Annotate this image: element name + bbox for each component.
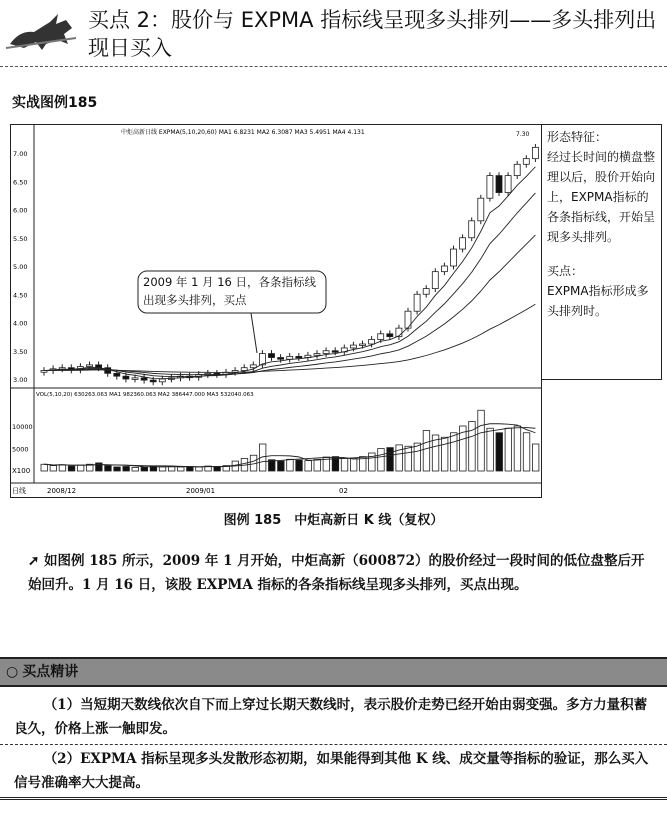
volume-bar (350, 458, 357, 471)
price-tick-label: 7.00 (13, 150, 28, 158)
candle (278, 358, 284, 360)
candle (241, 368, 247, 371)
bull-icon (6, 8, 81, 53)
volume-bar (305, 461, 312, 471)
candle (323, 351, 329, 354)
figure-label: 实战图例185 (12, 95, 98, 111)
price-tick-label: 4.00 (13, 319, 28, 328)
candle (441, 266, 447, 272)
volume-bar (123, 467, 129, 472)
candle (523, 159, 529, 165)
candle (496, 176, 502, 193)
candle (487, 176, 493, 199)
candle (451, 249, 457, 266)
volume-bar (105, 466, 112, 471)
volume-bar (68, 466, 75, 471)
candle (423, 289, 429, 295)
volume-bar (532, 444, 539, 471)
date-tick-label: 02 (339, 487, 348, 495)
volume-bar (487, 428, 494, 471)
volume-bar (451, 433, 458, 471)
body-text: 如图例 185 所示，2009 年 1 月开始，中炬高新（600872）的股价经过一段时间的低位盘整后开始回升。1 月 16 日，该股 EXPMA 指标的各条指标线呈现多头排列，买点出现。 (28, 553, 645, 593)
price-tick-label: 6.00 (13, 206, 28, 215)
figure-caption: 图例 185 中炬高新日 K 线（复权） (223, 513, 444, 528)
volume-bar (132, 467, 139, 471)
volume-bar (41, 464, 48, 471)
divider (0, 66, 667, 67)
volume-bar (505, 428, 512, 471)
divider (0, 797, 667, 800)
volume-bar (287, 459, 294, 471)
candle (460, 238, 466, 249)
volume-bar (341, 458, 348, 471)
point-2: （2）EXPMA 指标呈现多头发散形态初期，如果能得到其他 K 线、成交量等指标的验证，那么买入信号准确率大大提高。 (14, 751, 649, 791)
volume-bar (423, 431, 430, 472)
date-tick-label: 2008/12 (47, 487, 77, 495)
volume-bar (441, 437, 448, 471)
candle (150, 380, 156, 382)
volume-bar (296, 460, 303, 471)
candle (87, 365, 93, 367)
price-tick-label: 5.00 (13, 263, 28, 271)
candle (369, 339, 375, 344)
volume-bar (178, 467, 185, 471)
candle (159, 379, 165, 382)
candle (250, 365, 256, 368)
section-title: 买点精讲 (22, 664, 79, 680)
price-marker: 7.30 (516, 131, 530, 138)
volume-bar (523, 433, 530, 471)
annotation-text: 2009 年 1 月 16 日，各条指标线出现多头排列，买点 (143, 275, 316, 307)
volume-bar (114, 467, 121, 471)
candle (432, 272, 438, 289)
candle (314, 354, 320, 356)
price-tick-label: 3.00 (13, 376, 28, 384)
page-title: 买点 2：股价与 EXPMA 指标线呈现多头排列——多头排列出现日买入 (88, 8, 657, 60)
point-1: （1）当短期天数线依次自下而上穿过长期天数线时，表示股价走势已经开始由弱变强。多方力量积蓄良久，价格上涨一触即发。 (14, 697, 648, 737)
volume-bar (514, 426, 521, 471)
price-tick-label: 3.50 (13, 347, 28, 356)
candle (269, 354, 275, 358)
volume-bar (214, 467, 221, 472)
volume-bar (396, 445, 403, 471)
volume-bar (59, 465, 65, 471)
divider (0, 744, 667, 745)
price-tick-label: 4.50 (13, 291, 28, 300)
stock-chart (10, 124, 542, 498)
candle (505, 176, 511, 193)
date-label: 日线 (12, 487, 26, 495)
side-panel (541, 124, 662, 380)
price-tick-label: 6.50 (13, 178, 28, 187)
candle (414, 294, 420, 311)
volume-bar (414, 443, 421, 471)
volume-bar (478, 410, 485, 471)
candle (387, 334, 393, 337)
candle (123, 376, 129, 379)
arrow-icon: ➚ (28, 553, 45, 569)
volume-tick-label: 10000 (12, 423, 33, 431)
side-heading-pattern: 形态特征： (547, 130, 608, 144)
volume-bar (96, 463, 103, 471)
candle (378, 334, 384, 340)
volume-legend: VOL(5,10,20) 630263.063 MA1 982360.063 MA2 386447.000 MA3 532040.063 (36, 392, 254, 398)
side-text-pattern: 经过长时间的横盘整理以后，股价开始向上，EXPMA指标的各条指标线，开始呈现多头排列。 (547, 150, 656, 244)
annotation-callout (138, 271, 326, 353)
volume-bar (159, 467, 166, 471)
volume-bar (405, 446, 412, 471)
volume-bar (187, 467, 194, 472)
side-heading-buy: 买点： (547, 264, 584, 278)
candle (132, 378, 138, 380)
candle (287, 356, 293, 359)
candle (296, 356, 302, 358)
circle-icon: ○ (6, 664, 19, 680)
volume-bar (387, 448, 394, 471)
body-paragraph (28, 549, 658, 597)
candle (478, 198, 484, 221)
candle (332, 351, 338, 353)
candle (514, 164, 520, 175)
price-legend: 中炬高新日线 EXPMA(5,10,20,60) MA1 6.8231 MA2 6.3087 MA3 5.4951 MA4 4.131 (121, 129, 365, 136)
section-header (0, 657, 667, 687)
volume-bar (314, 459, 321, 471)
price-tick-label: 5.50 (13, 234, 28, 243)
volume-bar (496, 433, 503, 471)
date-tick-label: 2009/01 (186, 487, 216, 495)
candle (532, 147, 538, 158)
volume-tick-label: 5000 (12, 445, 29, 454)
volume-bar (141, 467, 148, 471)
candle (360, 344, 366, 346)
candle (141, 378, 147, 380)
volume-unit: X100 (12, 467, 31, 475)
volume-bar (77, 465, 84, 471)
candle (114, 373, 120, 376)
volume-bar (196, 467, 203, 471)
volume-bar (50, 466, 57, 471)
volume-bar (278, 461, 285, 471)
candle (350, 345, 356, 348)
volume-bar (378, 449, 385, 472)
candle (469, 221, 475, 238)
side-text-buy: EXPMA指标形成多头排列时。 (547, 284, 649, 318)
